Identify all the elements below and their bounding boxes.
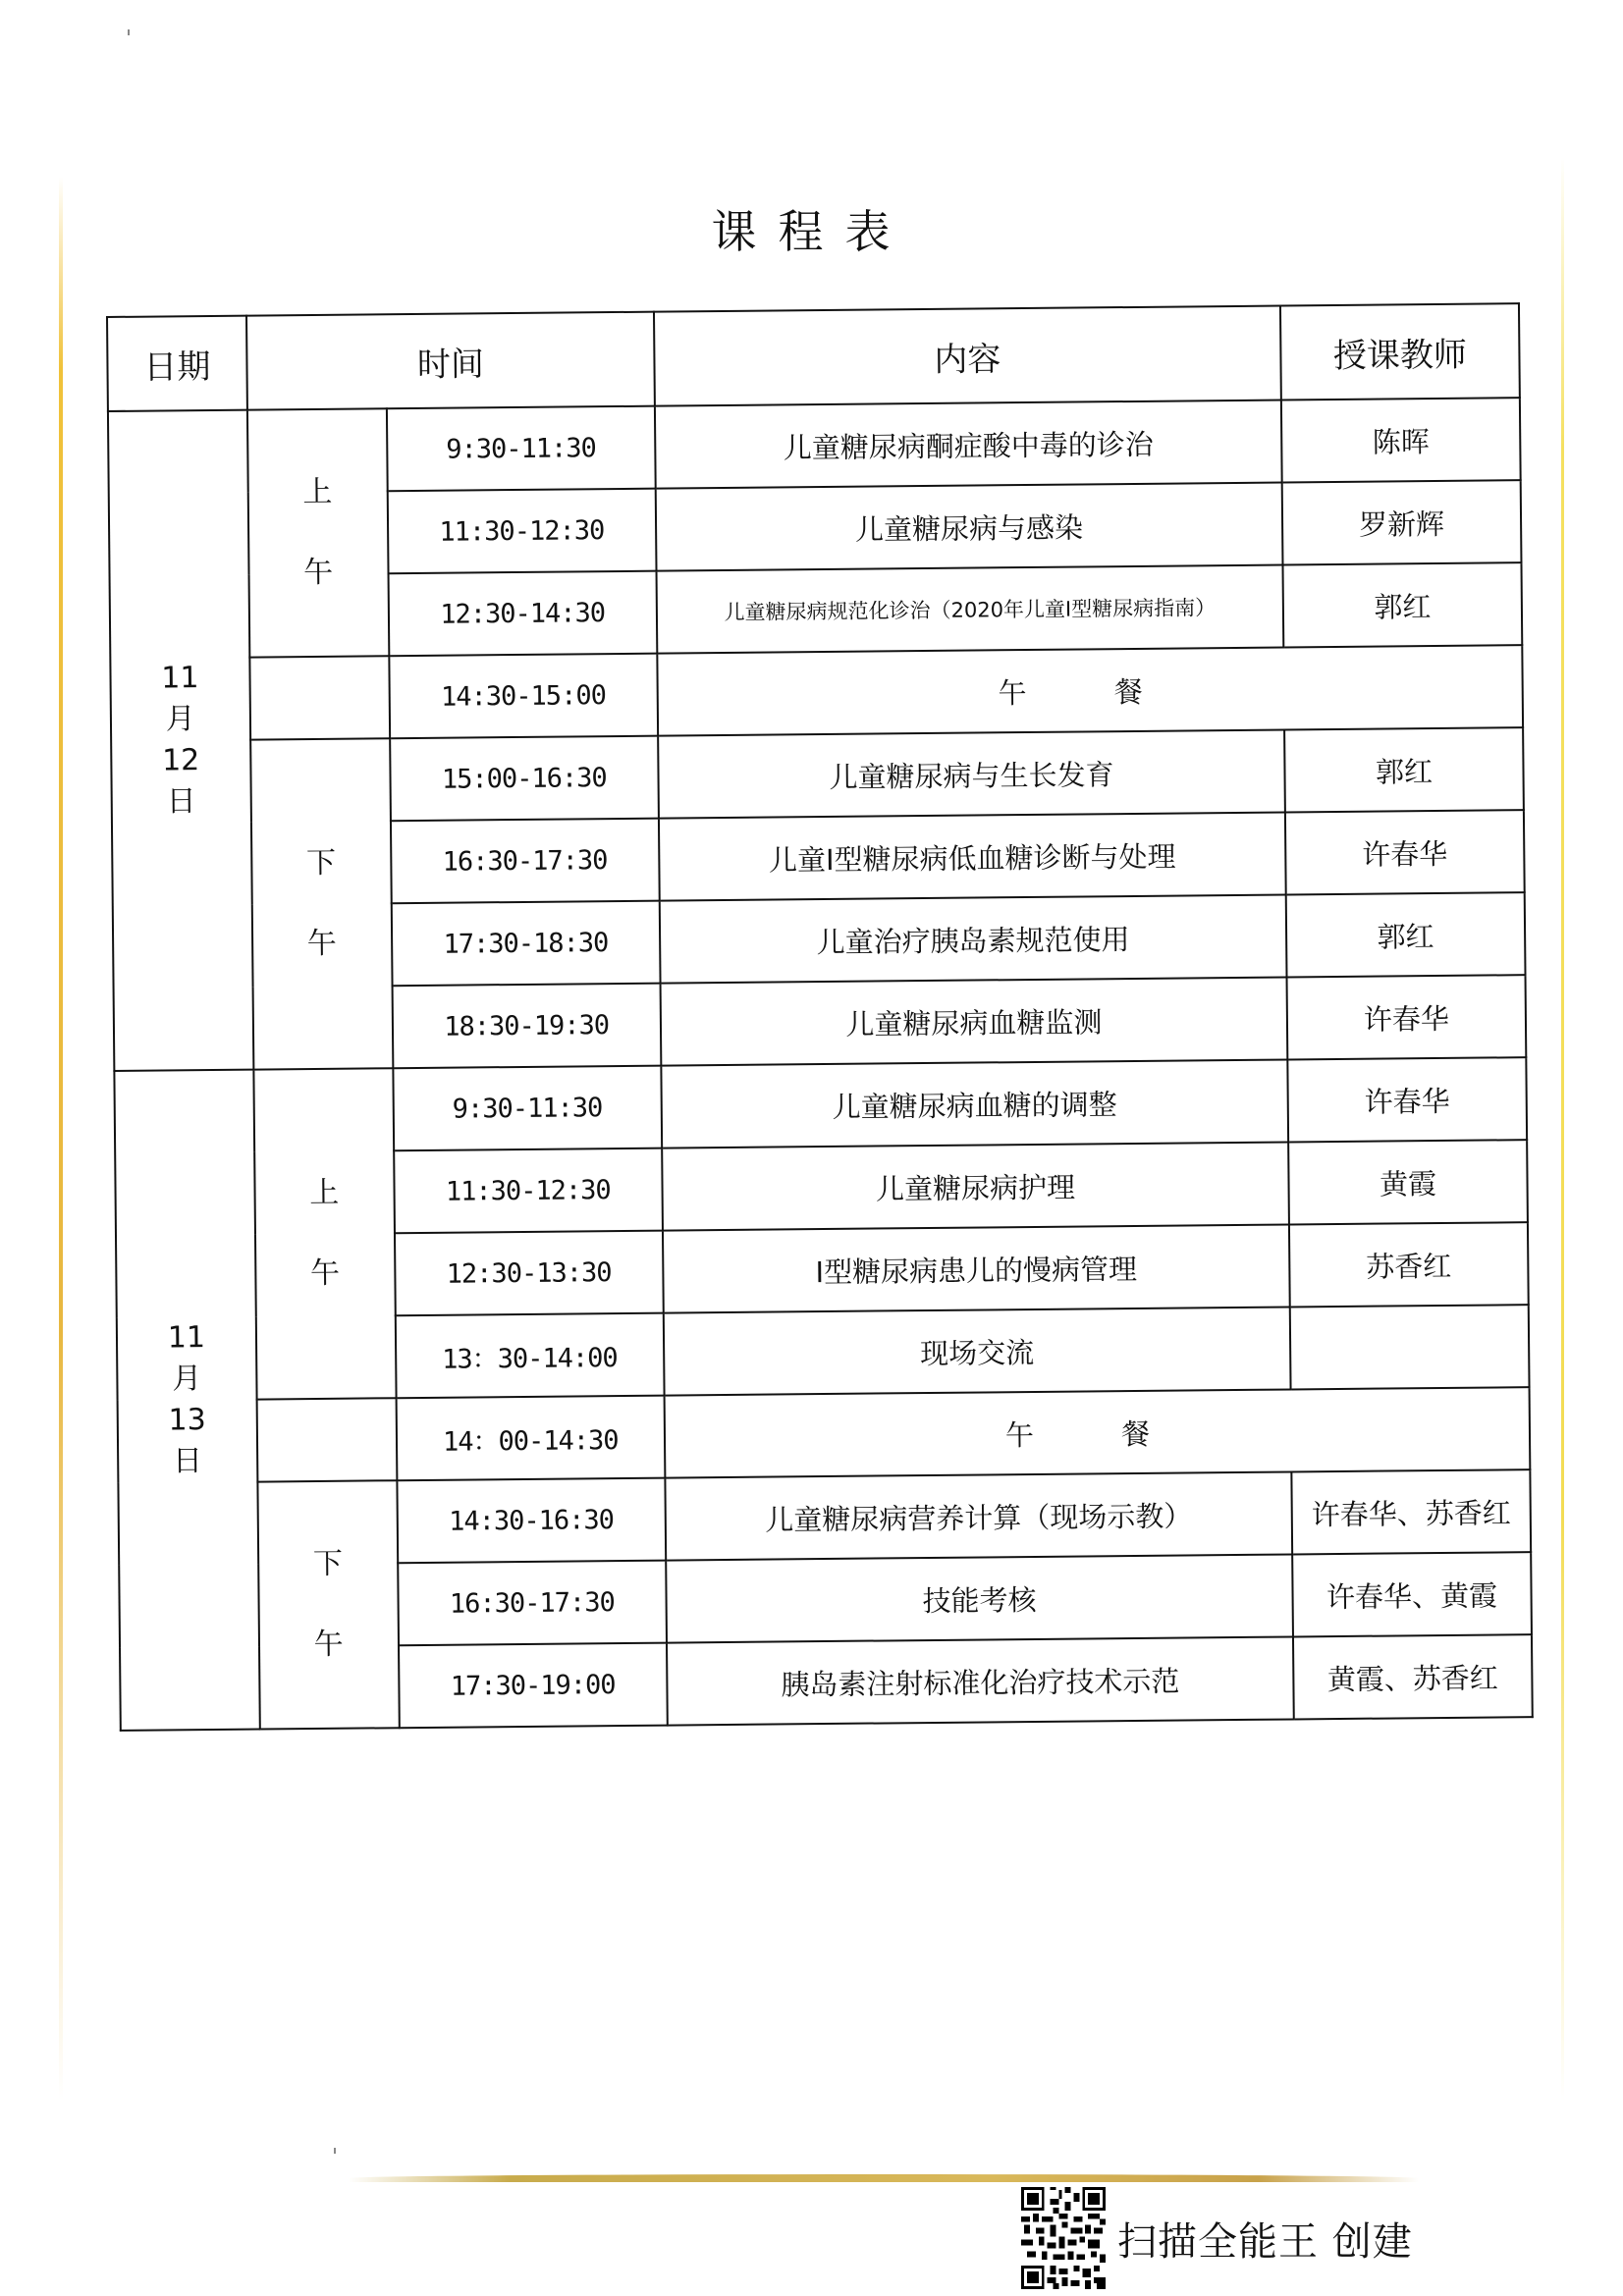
content-cell: 儿童糖尿病营养计算（现场示教）	[665, 1471, 1292, 1560]
teacher-cell: 黄霞、苏香红	[1293, 1634, 1533, 1719]
time-cell: 12:30-13:30	[395, 1231, 664, 1316]
table-row	[111, 727, 1524, 824]
page-title: 课程表	[711, 205, 912, 258]
header-content: 内容	[654, 306, 1281, 406]
content-cell: 儿童糖尿病规范化诊治（2020年儿童Ⅰ型糖尿病指南）	[656, 565, 1283, 654]
teacher-cell: 罗新辉	[1282, 480, 1522, 564]
period-morning	[253, 1068, 396, 1399]
period-line: 上	[309, 1175, 340, 1211]
time-cell: 14：00-14:30	[396, 1396, 665, 1481]
content-cell: 儿童糖尿病酮症酸中毒的诊治	[655, 400, 1282, 489]
teacher-cell: 许春华	[1285, 810, 1525, 894]
date-line: 13	[168, 1403, 206, 1438]
content-cell: 现场交流	[664, 1307, 1291, 1395]
table-row	[108, 398, 1521, 494]
period-empty	[249, 656, 390, 739]
time-cell: 15:00-16:30	[390, 736, 659, 822]
teacher-cell: 许春华、苏香红	[1291, 1469, 1531, 1554]
lunch-row	[118, 1387, 1531, 1483]
content-cell: 儿童糖尿病血糖的调整	[661, 1059, 1288, 1148]
lunch-cell: 午 餐	[657, 645, 1523, 735]
content-cell: 儿童糖尿病与生长发育	[658, 730, 1285, 819]
table-header-row	[107, 303, 1520, 411]
teacher-cell: 苏香红	[1289, 1222, 1529, 1307]
period-morning	[247, 408, 389, 657]
teacher-cell: 许春华	[1286, 975, 1526, 1059]
content-cell: 儿童糖尿病与感染	[656, 483, 1283, 571]
period-line: 下	[312, 1546, 344, 1582]
watermark-text: 扫描全能王 创建	[1117, 2218, 1413, 2265]
date-cell-day2	[114, 1070, 259, 1731]
teacher-cell: 许春华	[1287, 1057, 1527, 1142]
period-line: 下	[305, 845, 337, 881]
time-cell: 9:30-11:30	[393, 1066, 662, 1151]
time-cell: 9:30-11:30	[386, 406, 655, 492]
teacher-cell: 郭红	[1282, 562, 1522, 647]
teacher-cell: 陈晖	[1281, 398, 1521, 482]
time-cell: 16:30-17:30	[398, 1561, 667, 1646]
time-cell: 18:30-19:30	[392, 984, 661, 1069]
lunch-row	[110, 645, 1523, 741]
time-cell: 17:30-18:30	[391, 901, 660, 987]
time-cell: 14:30-15:00	[389, 654, 658, 739]
content-cell: 技能考核	[666, 1554, 1293, 1642]
period-line: 上	[302, 474, 333, 510]
teacher-cell: 郭红	[1284, 727, 1524, 812]
date-line: 日	[166, 784, 196, 820]
content-cell: 儿童Ⅰ型糖尿病低血糖诊断与处理	[659, 812, 1286, 900]
time-cell: 12:30-14:30	[388, 571, 657, 657]
scanner-watermark	[1021, 2184, 1413, 2292]
qr-code-icon	[1021, 2187, 1106, 2289]
teacher-cell: 郭红	[1286, 892, 1526, 977]
header-teacher: 授课教师	[1280, 303, 1520, 400]
scan-edge-left	[59, 177, 63, 2101]
time-cell: 11:30-12:30	[394, 1148, 663, 1234]
period-afternoon	[257, 1480, 399, 1729]
scan-speck	[334, 2148, 336, 2154]
header-time: 时间	[246, 312, 655, 410]
scan-edge-right	[1561, 157, 1564, 2101]
content-cell: 儿童治疗胰岛素规范使用	[660, 894, 1287, 983]
period-afternoon	[250, 738, 393, 1069]
teacher-cell	[1290, 1305, 1530, 1389]
table-row	[118, 1469, 1531, 1566]
teacher-cell: 许春华、黄霞	[1292, 1552, 1532, 1636]
date-cell-day1	[108, 410, 253, 1071]
scan-speck	[128, 29, 130, 35]
time-cell: 13：30-14:00	[395, 1313, 664, 1399]
lunch-cell: 午 餐	[665, 1387, 1531, 1477]
schedule-table	[106, 302, 1534, 1732]
period-line: 午	[302, 555, 334, 591]
period-line: 午	[313, 1627, 344, 1663]
date-line: 11	[161, 661, 199, 696]
content-cell: 胰岛素注射标准化治疗技术示范	[667, 1636, 1294, 1725]
time-cell: 16:30-17:30	[390, 819, 659, 904]
content-cell: 儿童糖尿病护理	[662, 1142, 1289, 1230]
content-cell: Ⅰ型糖尿病患儿的慢病管理	[663, 1224, 1290, 1312]
date-line: 12	[161, 743, 200, 778]
date-line: 月	[165, 702, 195, 737]
table-row	[114, 1057, 1527, 1153]
scan-edge-bottom	[349, 2174, 1419, 2182]
content-cell: 儿童糖尿病血糖监测	[661, 977, 1288, 1065]
period-line: 午	[306, 926, 337, 962]
period-line: 午	[309, 1255, 341, 1292]
period-empty	[256, 1398, 397, 1481]
date-line: 日	[172, 1444, 203, 1479]
time-cell: 17:30-19:00	[399, 1643, 668, 1729]
teacher-cell: 黄霞	[1288, 1140, 1528, 1224]
date-line: 11	[167, 1320, 206, 1356]
time-cell: 14:30-16:30	[397, 1478, 666, 1564]
date-line: 月	[172, 1362, 202, 1397]
header-date: 日期	[107, 316, 247, 411]
time-cell: 11:30-12:30	[387, 489, 656, 574]
